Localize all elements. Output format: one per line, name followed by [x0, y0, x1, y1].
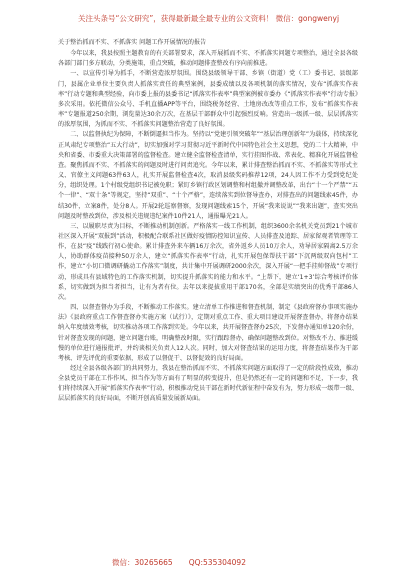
paragraph-section-2: 二、以监督执纪为保障，不断倒逼担当作为。坚持以“党建引领突破年”“基层治理创新年”为载体，持续深化正风肃纪专项整治“五大行动”，切实加强对学习贯彻习近平新时代中国特色社会主义思想，党的二十大精神，中央和省委、市委重大决策部署的监督检查。建立健全监督检查清单，实行挂图作战、常表化、精准化开展监督检查。聚焦抓而不实、不抓落实的问题及时进行问责追究。今年以来，累计排查整治抓而不实、不抓落实等形式主义、官僚主义问题63件63人，扎实开展监督检查4次，取消县级奖码推荐12项，24人因工作不力受到党纪处分，组织处理。1个村级党组织书记被免职；紧盯乡镇行政区划调整和村组撤并调整改革，出台“十一个严禁”“五个一律”、“双十条”等规定，坚持“双重”、“十个严格”，连续落实到位督导查办，对排查出的问题线索45件，办结30件，立案8件，处分8人。开展2轮巡察督察，发现问题线索15个，开展“我来说说”“我来出题”，查实突出问题及时整改到位，涉及相关违规违纪案件10件21人，通报曝光21人。 [58, 131, 358, 220]
wechat-contact: 微信：30265665 [112, 558, 173, 567]
contact-footer [112, 556, 332, 570]
report-document [58, 38, 358, 548]
paragraph-section-1: 一、以宣传引导为抓手，不断营造浓厚氛围。围绕县级领导干部、乡镇（街道）党（工）委书记、县级部门，县属企业单位主要负责人抓落实责任的典型案例，县委成绩以及各项机制的落实情况，发布“抓落实作表率”行动专题和典型经验，向市委上报的县委书记“抓落实作表率”典型案例被市委办《“抓落实作表率”行动专报》多次采用。依托微信公众号、手机直播APP等平台，围绕税务经营、土地房改改等重点工作，发布“抓落实作表率”专题报道250余期，浏览量达30余万次，在基层干部群众中引起强烈反响。营造出一级抓一级、层层抓落实的浓厚氛围，为抓而不实、不抓落实问题整治营造了良好氛围。 [58, 70, 358, 129]
promo-banner: 关注头条号“公文研究”，获得最新最全最专业的公文资料！ 微信：gongwenyj [78, 14, 340, 23]
paragraph-conclusion: 经过全县各级各部门的共同努力，我县在整治抓而不实、不抓落实问题方面取得了一定的阶段性成效，推动全县党员干部在工作作风、担当作为等方面有了明显的转变提升，但是仍然还有一定的问题和不足，下一步，我们将持续深入开展“抓落实作表率”行动，积极推动党员干部在新时代新征程中奋发有为，努力形成一级带一级、层层抓落实的良好局面，不断开创高质量发展新局面。 [58, 365, 358, 403]
paragraph-section-3: 三、以履职尽责为目标，不断推动机制创新。严格落实一线工作机制，组织3600余名机关党员到21个城市社区深入开展“双报到”活动，积极配合联系社区做好疫情防控知识宣传、人员排查及追踪、居家留观者管理等工作，在县“疫”线践行初心使命。累计排查外来车辆16万余次，省外返乡人员10万余人，劝导居家隔离2.5万余人，协助群体疫苗接种50万余人，建立“抓落实作表率”行动，扎实开展包保帮扶干部“下沉两级双向包村”工作，建立“小切口微调研撬动工作落实”制度，共计集中开展调研2000余次，深入开展“一把手挂帅督战”专项行动，形成具有县域特色的工作落实机制，切实提升抓落实的能力和水平。“上帮下，建立‘1+3’综合考核评价体系，切实做到为担当者担当，让有为者有位。去年以来提拔重用干部170名，全部是实绩突出的优秀干部86人次。 [58, 222, 358, 301]
paragraph-intro: 今年以来，我县按照主题教育的有关部署要求，深入开展抓而不实、不抓落实问题专项整治，通过全县各级各部门部门多方联动，分类施策，重点突破，推动问题排查整改有序向前推进。 [58, 50, 358, 68]
qq-contact: QQ:535304092 [188, 558, 246, 567]
document-title: 关于整治抓而不实、不抓落实 问题工作开展情况的报告 [58, 39, 207, 46]
paragraph-section-4: 四、以督查督办为手段，不断推动工作落实。建立清单工作推进和督查机制，制定《县政府督办事项实施办法》《县政府重点工作督查督办实施方案（试行）》，定期对重点工作、重大项目建设开展督查督办，将督办结果纳入年度绩效考核，切实推动各项工作落到实处。今年以来，共开展督查督办25次，下发督办通知单120余份，针对督查发现的问题，建立问题台账，明确整改时限，实行跟踪督办，确保问题整改到位。对整改不力、推进缓慢的单位进行通报批评，并约谈相关负责人12人次。同时，加大对督查结果的运用力度，将督查结果作为干部考核、评先评优的重要依据，形成了以督促干、以督促效的良好局面。 [58, 304, 358, 362]
